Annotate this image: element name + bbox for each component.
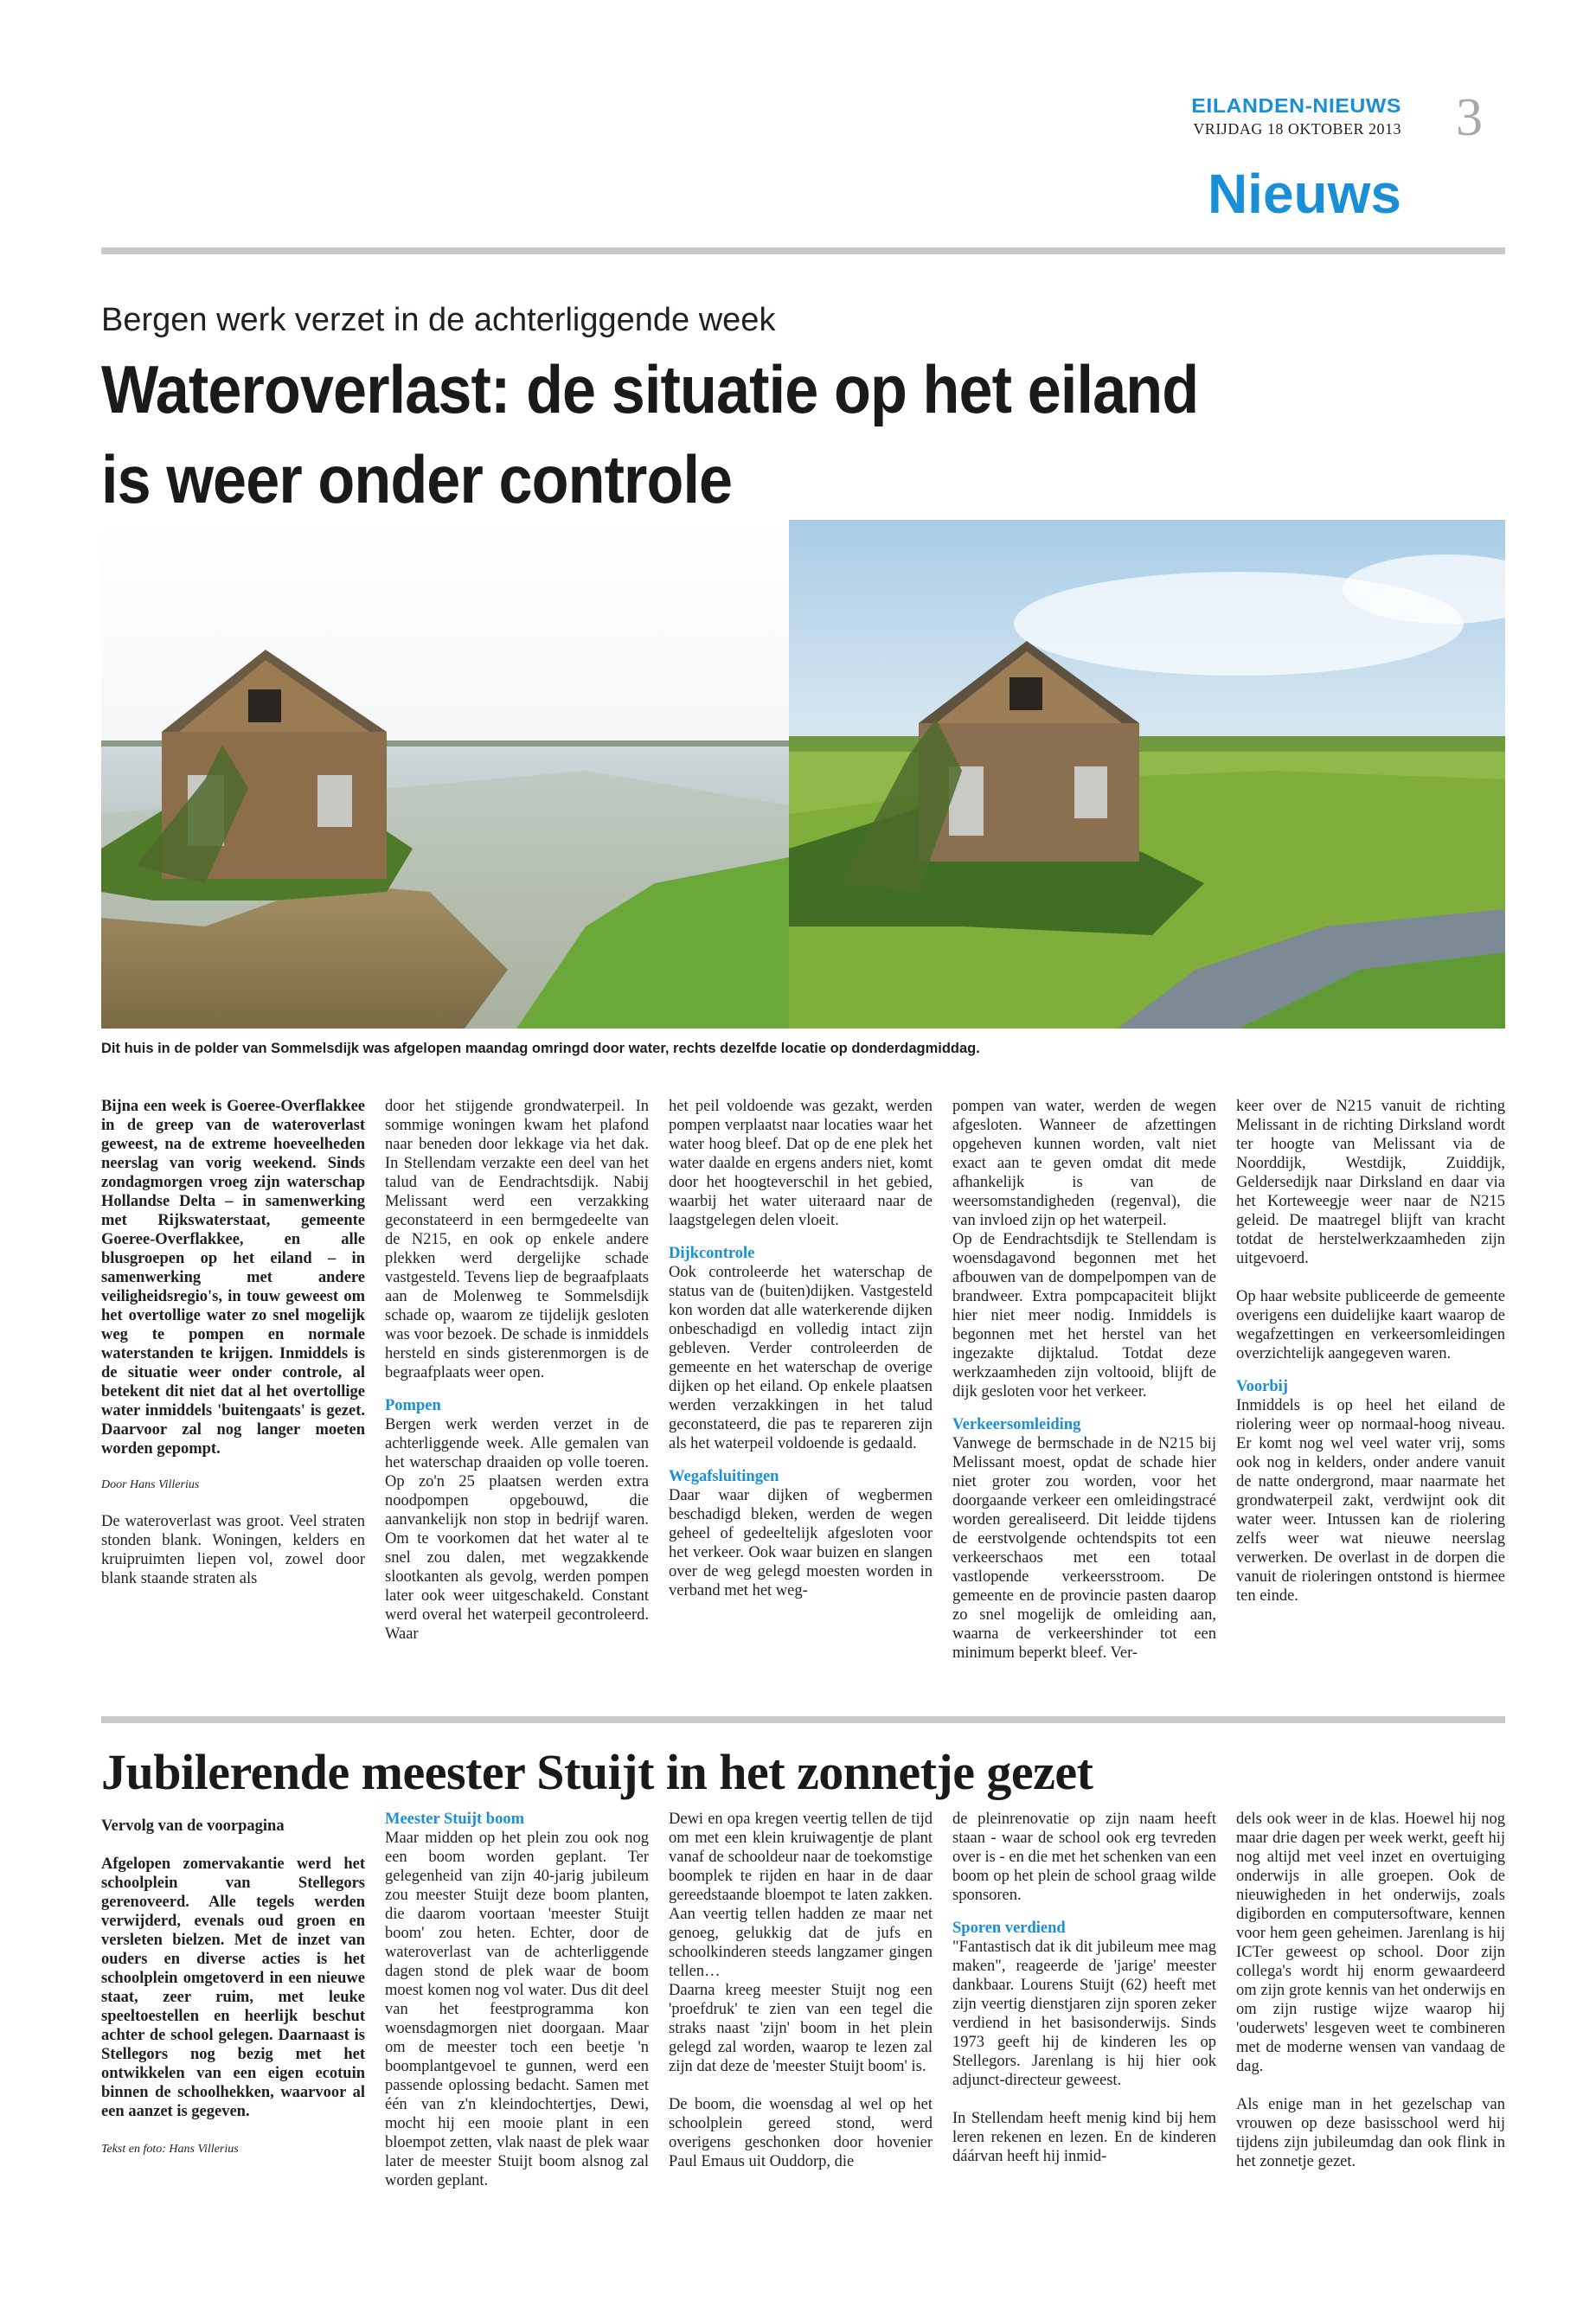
article2-paragraph: Maar midden op het plein zou ook nog een boom worden geplant. Ter gelegenheid van zijn 40-jarig jubileum zou meester Stuijt deze boom planten, die daarom voortaan 'meester Stuijt boom' zou heten. Echter, door de wateroverlast van de achterliggende dagen stond de plek waar de boom moest komen nog vol water. Dus dit deel van het feestprogramma kon woensdagmorgen niet doorgaan. Maar om de meester toch een beetje 'n boomplantgevoel te gunnen, werd een passende oplossing bedacht. Samen met één van z'n kleindochtertjes, Dewi, mocht hij een mooie plant in een bloempot zetten, vlak naast de plek waar later de meester Stuijt boom alsnog zal worden geplant. <box>385 1830 649 2189</box>
top-rule <box>101 247 1505 254</box>
article1-byline: Door Hans Villerius <box>101 1478 200 1491</box>
article2-paragraph: "Fantastisch dat ik dit jubileum mee mag maken", reageerde de 'jarige' meester dankbaar. Lourens Stuijt (62) heeft met zijn veertig dienstjaren zijn sporen zeker verdiend in het basisonderwijs. Sinds 1973 geeft hij de kinderen les op Stellegors. Jarenlang is hij hier ook adjunct-directeur geweest. <box>952 1939 1216 2089</box>
article1-column-1 <box>101 1097 365 1588</box>
article1-paragraph: Op haar website publiceerde de gemeente overigens een duidelijke kaart waarop de wegafzettingen en verkeersomleidingen overzichtelijk aangegeven waren. <box>1236 1288 1505 1362</box>
article1-paragraph: Daar waar dijken of wegbermen beschadigd bleken, werden de wegen geheel of gedeeltelijk afgesloten voor het verkeer. Ook waar buizen en slangen over de weg gelegd moesten worden in verband met het weg- <box>669 1487 933 1599</box>
article1-paragraph: Vanwege de bermschade in de N215 bij Melissant moest, opdat de schade hier niet groter zou worden, voor het doorgaande verkeer een omleidingstracé worden gerealiseerd. Dit leidde tijdens de eerstvolgende ochtendspits tot een verkeerschaos met een totaal vastlopende verkeersstroom. De gemeente en de provincie pasten daarop zo snel mogelijk de omleiding aan, waarna de verkeershinder tot een minimum beperkt bleef. Ver- <box>952 1435 1216 1662</box>
article1-paragraph: Op de Eendrachtsdijk te Stellendam is woensdagavond begonnen met het afbouwen van de dompelpompen van de brandweer. Extra pompcapaciteit blijkt hier niet meer nodig. Inmiddels is begonnen met het herstel van het ingezakte dijktalud. Totdat deze werkzaamheden zijn voltooid, blijft de dijk gesloten voor het verkeer. <box>952 1231 1216 1400</box>
article1-headline: Wateroverlast: de situatie op het eiland is weer onder controle <box>101 351 1199 517</box>
subheading-wegafsluitingen: Wegafsluitingen <box>669 1468 779 1485</box>
article1-column-4 <box>952 1097 1216 1663</box>
issue-date: VRIJDAG 18 OKTOBER 2013 <box>1193 120 1401 138</box>
article1-kicker: Bergen werk verzet in de achterliggende week <box>101 302 776 338</box>
subheading-meester-stuijt-boom: Meester Stuijt boom <box>385 1811 524 1828</box>
article2-column-2 <box>385 1810 649 2190</box>
subheading-pompen: Pompen <box>385 1397 441 1414</box>
photo-flooded-house <box>101 520 789 1029</box>
photo-dry-house <box>789 520 1505 1029</box>
article2-paragraph: Daarna kreeg meester Stuijt nog een 'proefdruk' te zien van een tegel die straks naast 'zijn' boom in het plein gelegd zal worden, waarop te lezen zal zijn dat deze de 'meester Stuijt boom' is. <box>669 1982 933 2075</box>
article1-column-5 <box>1236 1097 1505 1606</box>
article2-headline: Jubilerende meester Stuijt in het zonnetje gezet <box>101 1744 1093 1800</box>
subheading-sporen-verdiend: Sporen verdiend <box>952 1920 1066 1937</box>
page-number: 3 <box>1456 88 1483 147</box>
article2-paragraph: dels ook weer in de klas. Hoewel hij nog maar drie dagen per week werkt, geeft hij nog altijd met veel inzet en overtuiging onderwijs in alle groepen. Ook de nieuwigheden in het onderwijs, zoals digiborden en computersoftware, kennen voor hem geen geheimen. Jarenlang is hij ICTer geweest op school. Door zijn collega's wordt hij enorm gewaardeerd om zijn grote kennis van het onderwijs en om zijn rustige wijze waarop hij 'ouderwets' lesgeven weet te combineren met de moderne wensen van vandaag de dag. <box>1236 1811 1505 2075</box>
subheading-dijkcontrole: Dijkcontrole <box>669 1245 755 1262</box>
article2-column-4 <box>952 1810 1216 2166</box>
newspaper-brand: EILANDEN-NIEUWS <box>1191 94 1401 117</box>
article2-paragraph: Dewi en opa kregen veertig tellen de tijd om met een klein kruiwagentje de plant vanaf de schooldeur naar de toekomstige boomplek te rijden en haar in de daar gereedstaande bloempot te laten zakken. Aan veertig tellen hadden ze maar net genoeg, gelukkig dat de jufs en schoolkinderen steeds langzamer gingen tellen… <box>669 1811 933 1980</box>
article1-column-3 <box>669 1097 933 1600</box>
article1-paragraph: pompen van water, werden de wegen afgesloten. Wanneer de afzettingen opgeheven kunnen worden, valt niet exact aan te geven omdat dit mede afhankelijk is van de weersomstandigheden (regenval), die van invloed zijn op het waterpeil. <box>952 1098 1216 1229</box>
article1-paragraph: De wateroverlast was groot. Veel straten stonden blank. Woningen, kelders en kruipruimten liepen vol, zowel door blank staande straten als <box>101 1513 365 1587</box>
subheading-voorbij: Voorbij <box>1236 1378 1288 1395</box>
article1-paragraph: door het stijgende grondwaterpeil. In sommige woningen kwam het plafond naar beneden door lekkage via het dak. In Stellendam verzakte een deel van het talud van de Eendrachtsdijk. Nabij Melissant werd een verzakking geconstateerd in een bermgedeelte van de N215, en ook op enkele andere plekken werd dergelijke schade vastgesteld. Tevens liep de begraafplaats aan de Molenweg te Sommelsdijk schade op, waarom ze tijdelijk gesloten was voor bezoek. De schade is inmiddels hersteld en sinds gisterenmorgen is de begraafplaats weer open. <box>385 1098 649 1381</box>
article1-paragraph: Bergen werk werden verzet in de achterliggende week. Alle gemalen van het waterschap draaiden op volle toeren. Op zo'n 25 plaatsen werden extra noodpompen opgebouwd, die aanvankelijk non stop in bedrijf waren. Om te voorkomen dat het water al te snel zou dalen, met wegzakkende slootkanten als gevolg, werden pompen later ook weer uitgeschakeld. Constant werd overal het waterpeil gecontroleerd. Waar <box>385 1416 649 1643</box>
article2-credit: Tekst en foto: Hans Villerius <box>101 2143 239 2156</box>
article2-paragraph: de pleinrenovatie op zijn naam heeft staan - waar de school ook erg tevreden over is - en die met het schenken van een boom op het plein de school graag wilde sponsoren. <box>952 1811 1216 1904</box>
photo-caption: Dit huis in de polder van Sommelsdijk was afgelopen maandag omringd door water, rechts dezelfde locatie op donderdagmiddag. <box>101 1041 980 1056</box>
article2-lead: Afgelopen zomervakantie werd het schoolplein van Stellegors gerenoveerd. Alle tegels werden verwijderd, evenals oud groen en versleten bielzen. Met de inzet van ouders en diverse acties is het schoolplein omgetoverd in een nieuwe staat, zeer ruim, met leuke speeltoestellen en heerlijk beschut achter de school gelegen. Daarnaast is Stellegors nog bezig met het ontwikkelen van een eigen ecotuin binnen de schoolhekken, waarvoor al een aanzet is gegeven. <box>101 1856 365 2120</box>
masthead <box>1166 93 1401 140</box>
article1-paragraph: Inmiddels is op heel het eiland de riolering weer op normaal-hoog niveau. Er komt nog wel veel water vrij, soms ook nog in kelders, onder andere vanuit de natte ondergrond, maar naarmate het grondwaterpeil zakt, verdwijnt ook dit water weer. Intussen kan de riolering zelfs weer wat nieuwe neerslag verwerken. De overlast in de dorpen die vanuit de rioleringen ontstond is hiermee ten einde. <box>1236 1397 1505 1605</box>
article2-paragraph: De boom, die woensdag al wel op het schoolplein gereed stond, werd overigens geschonken door hovenier Paul Emaus uit Ouddorp, die <box>669 2096 933 2170</box>
section-title: Nieuws <box>1207 163 1401 225</box>
article1-paragraph: Ook controleerde het waterschap de status van de (buiten)dijken. Vastgesteld kon worden dat alle waterkerende dijken onbeschadigd en volledig intact zijn gebleven. Verder controleerden de gemeente en het waterschap de overige dijken op het eiland. Op enkele plaatsen werden verzakkingen in het talud geconstateerd, die pas te repareren zijn als het waterpeil voldoende is gedaald. <box>669 1264 933 1452</box>
article2-paragraph: Als enige man in het gezelschap van vrouwen op deze basisschool werd hij tijdens zijn jubileumdag dan ook flink in het zonnetje gezet. <box>1236 2096 1505 2170</box>
article1-paragraph: keer over de N215 vanuit de richting Melissant in de richting Dirksland wordt ter hoogte van Melissant via de Noorddijk, Westdijk, Zuiddijk, Geldersedijk naar Dirksland en daar via het Korteweegje weer naar de N215 geleid. De maatregel blijft van kracht totdat de herstelwerkzaamheden zijn uitgevoerd. <box>1236 1098 1505 1267</box>
article2-continuation: Vervolg van de voorpagina <box>101 1817 285 1835</box>
article1-column-2 <box>385 1097 649 1644</box>
article2-column-5 <box>1236 1810 1505 2171</box>
article1-paragraph: het peil voldoende was gezakt, werden pompen verplaatst naar locaties waar het water hoog bleef. Dat op de ene plek het water daalde en ergens anders niet, komt door het hoogteverschil in het gebied, waarbij het water uiteraard naar de laagstgelegen delen vloeit. <box>669 1098 933 1229</box>
article2-paragraph: In Stellendam heeft menig kind bij hem leren rekenen en lezen. En de kinderen dáárvan heeft hij inmid- <box>952 2110 1216 2165</box>
subheading-verkeersomleiding: Verkeersomleiding <box>952 1416 1081 1433</box>
article1-lead: Bijna een week is Goeree-Overflakkee in de greep van de wateroverlast geweest, na de extreme hoeveelheden neerslag van vorig weekend. Sinds zondagmorgen vroeg zijn waterschap Hollandse Delta – in samenwerking met Rijkswaterstaat, gemeente Goeree-Overflakkee, en alle blusgroepen op het eiland – in samenwerking met andere veiligheidsregio's, in touw geweest om het overtollige water zo snel mogelijk weg te pompen en normale waterstanden te krijgen. Inmiddels is de situatie weer onder controle, al betekent dit niet dat al het overtollige water inmiddels 'buitengaats' is gezet. Daarvoor zal nog langer moeten worden gepompt. <box>101 1098 365 1458</box>
article2-column-3 <box>669 1810 933 2171</box>
article2-column-1 <box>101 1817 365 2159</box>
section-rule <box>101 1716 1505 1723</box>
